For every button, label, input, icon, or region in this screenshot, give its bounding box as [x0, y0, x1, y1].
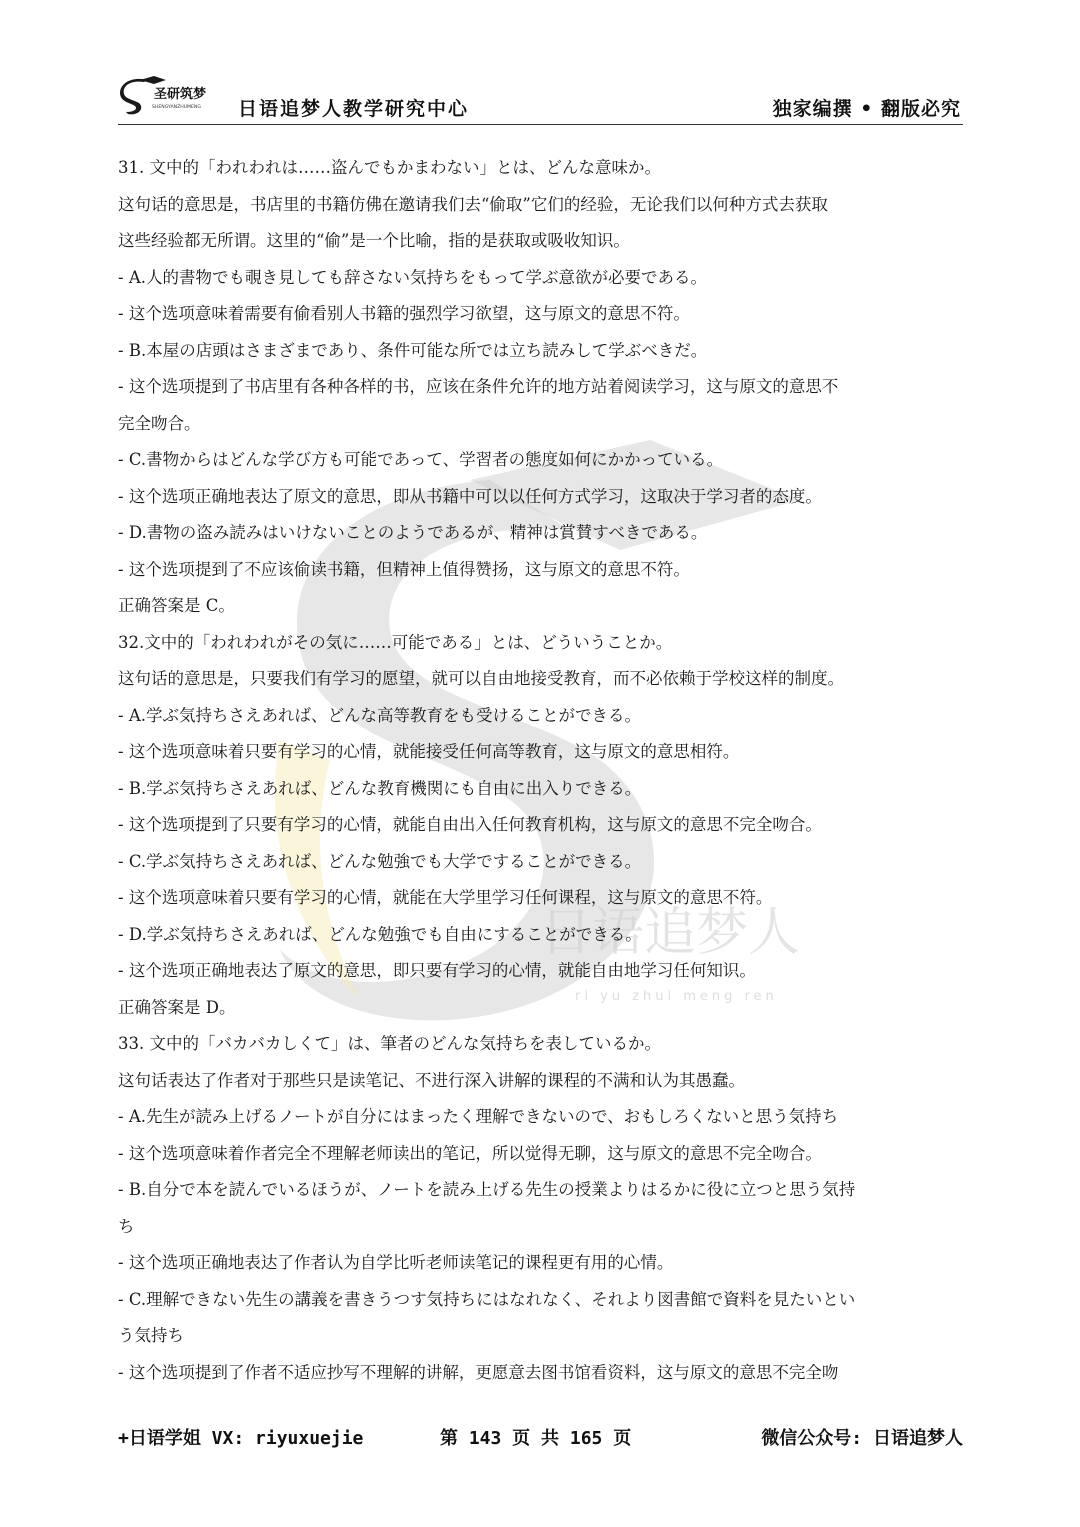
- text-line: 完全吻合。: [118, 413, 201, 433]
- text-line: - B.自分で本を読んでいるほうが、ノートを読み上げる先生の授業よりはるかに役に立つと思う気持: [118, 1180, 856, 1199]
- footer-contact: +日语学姐 VX: riyuxuejie: [118, 1428, 364, 1449]
- text-line: - 这个选项提到了不应该偷读书籍，但精神上值得赞扬，这与原文的意思不符。: [118, 559, 690, 579]
- text-line: - B.学ぶ気持ちさえあれば、どんな教育機関にも自由に出入りできる。: [118, 778, 642, 798]
- text-line: 这句话的意思是，只要我们有学习的愿望，就可以自由地接受教育，而不必依赖于学校这样的制度。: [118, 669, 844, 688]
- text-line: - 这个选项正确地表达了原文的意思，即从书籍中可以以任何方式学习，这取决于学习者的态度。: [118, 486, 822, 506]
- text-line: - 这个选项意味着只要有学习的心情，就能接受任何高等教育，这与原文的意思相符。: [118, 742, 740, 761]
- watermark-text: 日语追梦人: [540, 903, 801, 963]
- text-line: - D.書物の盗み読みはいけないことのようであるが、精神は賞賛すべきである。: [118, 523, 708, 542]
- page-footer: [118, 1424, 963, 1454]
- text-line: - 这个选项正确地表达了作者认为自学比听老师读笔记的课程更有用的心情。: [118, 1253, 674, 1272]
- footer-account: 微信公众号: 日语追梦人: [761, 1428, 963, 1449]
- text-line: - C.学ぶ気持ちさえあれば、どんな勉強でも大学ですることができる。: [118, 851, 642, 871]
- watermark-pinyin: ri yu zhui meng ren: [575, 989, 778, 1004]
- logo-text: 圣研筑梦: [154, 87, 207, 102]
- text-line: ち: [118, 1216, 135, 1236]
- question-line: 32.文中的「われわれがその気に……可能である」とは、どういうことか。: [118, 632, 673, 652]
- text-line: - A.先生が読み上げるノートが自分にはまったく理解できないので、おもしろくないと思う気持ち: [118, 1107, 839, 1126]
- text-line: - C.書物からはどんな学び方も可能であって、学習者の態度如何にかかっている。: [118, 450, 724, 469]
- header-slogan: 独家编撰 • 翻版必究: [772, 98, 961, 120]
- text-line: - D.学ぶ気持ちさえあれば、どんな勉強でも自由にすることができる。: [118, 924, 642, 944]
- text-line: - A.学ぶ気持ちさえあれば、どんな高等教育をも受けることができる。: [118, 705, 641, 725]
- text-line: - 这个选项正确地表达了原文的意思，即只要有学习的心情，就能自由地学习任何知识。: [118, 961, 756, 980]
- text-line: 这句话的意思是，书店里的书籍仿佛在邀请我们去“偷取”它们的经验，无论我们以何种方式去获取: [118, 194, 828, 214]
- center-name: 日语追梦人教学研究中心: [238, 98, 470, 120]
- text-line: 这句话表达了作者对于那些只是读笔记、不进行深入讲解的课程的不满和认为其愚蠢。: [118, 1070, 745, 1090]
- page-number: 第 143 页 共 165 页: [440, 1428, 632, 1449]
- text-line: 31. 文中的「われわれは……盗んでもかまわない」とは、どんな意味か。: [118, 158, 661, 177]
- text-line: - C.理解できない先生の講義を書きうつす気持ちにはなれなく、それより図書館で資料を見たいとい: [118, 1289, 856, 1309]
- logo-mark-icon: [120, 79, 148, 114]
- text-line: 这些经验都无所谓。这里的“偷”是一个比喻，指的是获取或吸收知识。: [118, 231, 630, 250]
- text-line: - 这个选项提到了只要有学习的心情，就能自由出入任何教育机构，这与原文的意思不完全吻合。: [118, 815, 822, 834]
- document-body: [118, 150, 963, 1391]
- page-header: [118, 72, 963, 125]
- logo-subtext: SHENGYANZHUMENG: [152, 105, 201, 110]
- graduation-cap-icon: [140, 76, 166, 84]
- question-line: 33. 文中的「バカバカしくて」は、筆者のどんな気持ちを表しているか。: [118, 1034, 661, 1053]
- text-line: - A.人的書物でも覗き見しても辞さない気持ちをもって学ぶ意欲が必要である。: [118, 267, 707, 287]
- text-line: - B.本屋の店頭はさまざまであり、条件可能な所では立ち読みして学ぶべきだ。: [118, 340, 708, 360]
- text-line: - 这个选项提到了作者不适应抄写不理解的讲解，更愿意去图书馆看资料，这与原文的意思不完全吻: [118, 1362, 839, 1382]
- answer-line: 正确答案是 C。: [118, 596, 235, 615]
- logo: [118, 76, 230, 120]
- text-line: - 这个选项意味着只要有学习的心情，就能在大学里学习任何课程，这与原文的意思不符。: [118, 888, 773, 907]
- text-line: う気持ち: [118, 1326, 184, 1345]
- text-line: - 这个选项提到了书店里有各种各样的书，应该在条件允许的地方站着阅读学习，这与原文的意思不: [118, 377, 839, 396]
- text-line: - 这个选项意味着需要有偷看别人书籍的强烈学习欲望，这与原文的意思不符。: [118, 304, 690, 323]
- text-line: - 这个选项意味着作者完全不理解老师读出的笔记，所以觉得无聊，这与原文的意思不完全吻合。: [118, 1143, 822, 1163]
- answer-line: 正确答案是 D。: [118, 997, 236, 1017]
